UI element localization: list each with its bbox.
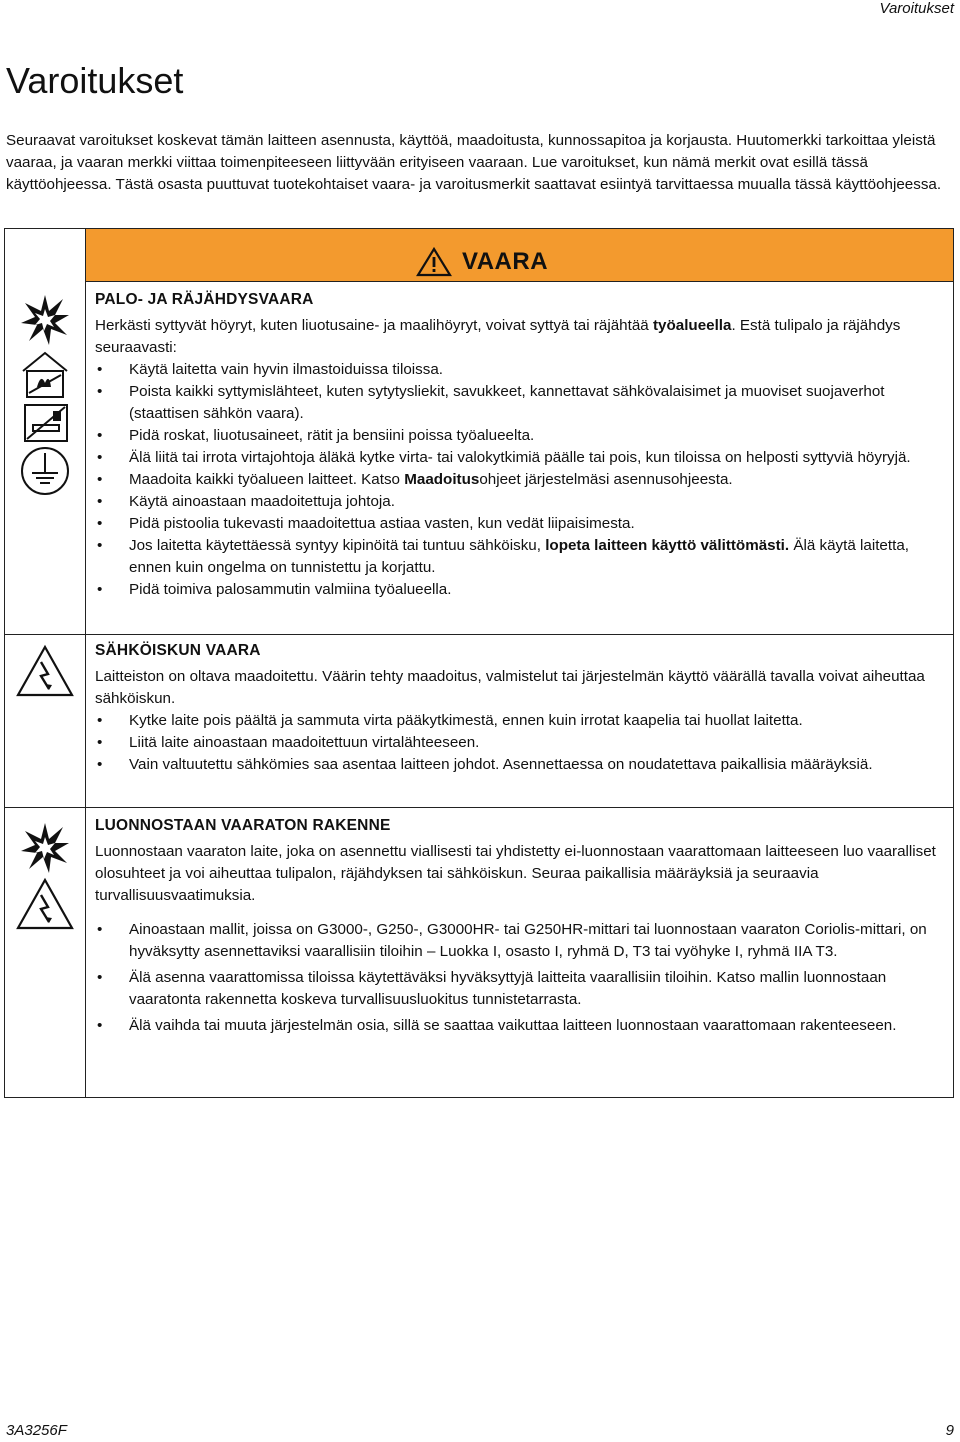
list-item: • Älä vaihda tai muuta järjestelmän osia, sillä se saattaa vaikuttaa laitteen luonnostaan vaarattomaan rakenteeseen.	[95, 1015, 945, 1037]
list-item: • Pidä pistoolia tukevasti maadoitettua astiaa vasten, kun vedät liipaisimesta.	[95, 513, 945, 535]
intrinsic-safety-list	[95, 919, 945, 1037]
list-item: • Jos laitetta käytettäessä syntyy kipinöitä tai tuntuu sähköisku, lopeta laitteen käyttö välittömästi. Älä käytä laitetta, ennen kuin ongelma on tunnistettu ja korjattu.	[95, 535, 945, 579]
fire-hazard-intro: Herkästi syttyvät höyryt, kuten liuotusaine- ja maalihöyryt, voivat syttyä tai räjähtää työalueella. Estä tulipalo ja räjähdys seuraavasti:	[95, 317, 901, 356]
page-title: Varoitukset	[6, 60, 184, 101]
row-divider-1	[5, 634, 953, 635]
list-item: • Ainoastaan mallit, joissa on G3000-, G250-, G3000HR- tai G250HR-mittari tai luonnostaan vaaraton Coriolis-mittari, on hyväksytty asennettaviksi vaarallisiin tiloihin – Luokka I, osasto I, ryhmä D, T3 tai vyöhyke I, ryhmä IIA T3.	[95, 919, 945, 963]
ground-icon	[19, 445, 71, 497]
intro-text	[6, 130, 951, 196]
list-item: • Kytke laite pois päältä ja sammuta virta pääkytkimestä, ennen kuin irrotat kaapelia tai huollat laitetta.	[95, 710, 945, 732]
no-smoking-icon	[21, 399, 71, 445]
list-item: • Älä asenna vaarattomissa tiloissa käytettäväksi hyväksyttyjä laitteita vaarallisiin tiloihin. Katso mallin luonnostaan vaaratonta rakennetta koskeva turvallisuusluokitus tunnistetarrasta.	[95, 967, 945, 1011]
list-item: • Älä liitä tai irrota virtajohtoja äläkä kytke virta- tai valokytkimiä päälle tai pois, kun tiloissa on helposti syttyviä höyryjä.	[95, 447, 945, 469]
shock-hazard-list	[95, 710, 945, 776]
list-item: • Käytä laitetta vain hyvin ilmastoiduissa tiloissa.	[95, 359, 945, 381]
list-item: • Pidä roskat, liuotusaineet, rätit ja bensiini poissa työalueelta.	[95, 425, 945, 447]
fire-hazard-list	[95, 359, 945, 601]
no-flame-house-icon	[19, 349, 71, 399]
list-item: • Pidä toimiva palosammutin valmiina työalueella.	[95, 579, 945, 601]
warning-triangle-icon	[416, 247, 452, 277]
banner-word: VAARA	[462, 248, 549, 275]
list-item: • Käytä ainoastaan maadoitettuja johtoja.	[95, 491, 945, 513]
intro-paragraph: Seuraavat varoitukset koskevat tämän laitteen asennusta, käyttöä, maadoitusta, kunnossapitoa ja korjausta. Huutomerkki tarkoittaa yleistä vaaraa, ja vaaran merkki viittaa toimenpiteeseen liittyvään erityiseen vaaraan. Lue varoitukset, kun nämä merkit ovat esillä tässä käyttöohjeessa. Tästä osasta puuttuvat tuotekohtaiset vaara- ja varoitusmerkit saattavat esiintyä tarvittaessa muualla tässä käyttöohjeessa.	[6, 132, 942, 193]
shock-hazard-heading: SÄHKÖISKUN VAARA	[95, 642, 261, 659]
list-item: • Maadoita kaikki työalueen laitteet. Katso Maadoitusohjeet järjestelmäsi asennusohjeesta.	[95, 469, 945, 491]
danger-banner	[85, 229, 953, 282]
intrinsic-safety-section	[95, 815, 945, 1041]
intrinsic-safety-intro: Luonnostaan vaaraton laite, joka on asennettu viallisesti tai yhdistetty ei-luonnostaan vaarattomaan laitteeseen luo vaaralliset olosuhteet ja voi aiheuttaa tulipalon, räjähdyksen tai sähköiskun. Seuraa paikallisia määräyksiä ja seuraavia turvallisuusvaatimuksia.	[95, 843, 936, 904]
warning-table	[4, 228, 954, 1098]
shock-hazard-section	[95, 640, 945, 776]
shock-hazard-intro: Laitteiston on oltava maadoitettu. Väärin tehty maadoitus, valmistelut tai järjestelmän käyttö väärällä tavalla voivat aiheuttaa sähköiskun.	[95, 668, 925, 707]
intrinsic-safety-heading: LUONNOSTAAN VAARATON RAKENNE	[95, 817, 391, 834]
fire-hazard-section	[95, 289, 945, 601]
row-divider-2	[5, 807, 953, 808]
document-number: 3A3256F	[6, 1422, 67, 1439]
list-item: • Liitä laite ainoastaan maadoitettuun virtalähteeseen.	[95, 732, 945, 754]
explosion-icon	[19, 291, 71, 347]
list-item: • Vain valtuutettu sähkömies saa asentaa laitteen johdot. Asennettaessa on noudatettava paikallisia määräyksiä.	[95, 754, 945, 776]
column-divider	[85, 282, 86, 1097]
electric-shock-icon	[15, 877, 75, 931]
page-number: 9	[945, 1422, 954, 1439]
explosion-icon	[19, 819, 71, 875]
list-item: • Poista kaikki syttymislähteet, kuten sytytysliekit, savukkeet, kannettavat sähkövalaisimet ja muoviset suojaverhot (staattisen sähkön vaara).	[95, 381, 945, 425]
electric-shock-icon	[15, 644, 75, 698]
running-head: Varoitukset	[879, 0, 954, 17]
fire-hazard-heading: PALO- JA RÄJÄHDYSVAARA	[95, 291, 314, 308]
